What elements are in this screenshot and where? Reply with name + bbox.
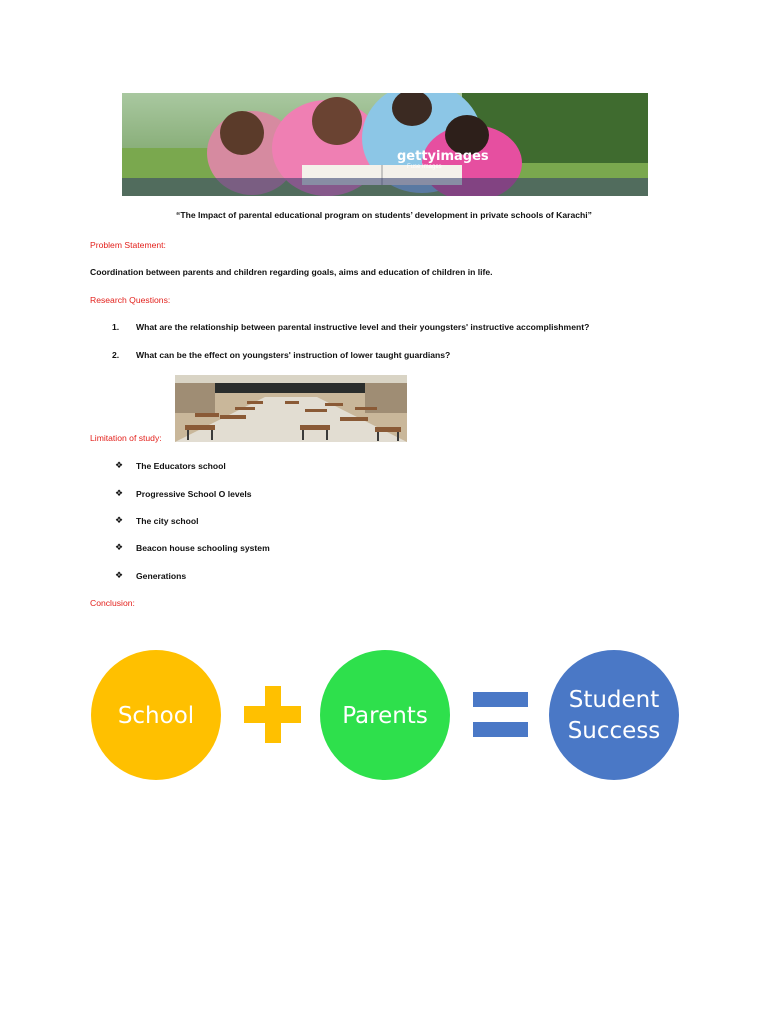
limitation-heading: Limitation of study: — [90, 433, 162, 443]
plus-icon — [244, 686, 301, 743]
question-number: 2. — [112, 350, 120, 360]
problem-statement-text: Coordination between parents and children regarding goals, aims and education of children in life. — [90, 267, 493, 277]
limitation-item: The city school — [136, 516, 199, 526]
problem-statement-heading: Problem Statement: — [90, 240, 166, 250]
equals-icon — [473, 692, 528, 737]
result-label-line1: Student — [568, 687, 660, 713]
parents-label: Parents — [342, 703, 428, 729]
bullet-icon: ❖ — [115, 515, 124, 525]
school-plus-parents-equation — [88, 640, 680, 800]
classroom-image — [175, 375, 407, 442]
limitation-item: Beacon house schooling system — [136, 543, 270, 553]
result-label-line2: Success — [567, 718, 661, 744]
limitation-item: The Educators school — [136, 461, 226, 471]
bullet-icon: ❖ — [115, 488, 124, 498]
family-reading-image — [122, 93, 648, 196]
school-label: School — [117, 703, 195, 729]
bullet-icon: ❖ — [115, 570, 124, 580]
document-title: “The Impact of parental educational program on students’ development in private schools of Karachi” — [176, 210, 592, 220]
research-questions-heading: Research Questions: — [90, 295, 171, 305]
limitation-item: Generations — [136, 571, 187, 581]
question-number: 1. — [112, 322, 120, 332]
conclusion-heading: Conclusion: — [90, 598, 135, 608]
watermark-text: gettyimages — [397, 149, 489, 164]
student-success-circle — [549, 650, 679, 780]
bullet-icon: ❖ — [115, 460, 124, 470]
watermark-subtext: Fuse Images — [407, 164, 442, 170]
limitation-item: Progressive School O levels — [136, 489, 252, 499]
question-text: What are the relationship between parental instructive level and their youngsters' instructive accomplishment? — [136, 322, 590, 332]
equation-graphic — [88, 640, 680, 800]
classroom-photo — [175, 375, 407, 442]
hero-photo — [122, 93, 648, 196]
bullet-icon: ❖ — [115, 542, 124, 552]
question-text: What can be the effect on youngsters' instruction of lower taught guardians? — [136, 350, 451, 360]
